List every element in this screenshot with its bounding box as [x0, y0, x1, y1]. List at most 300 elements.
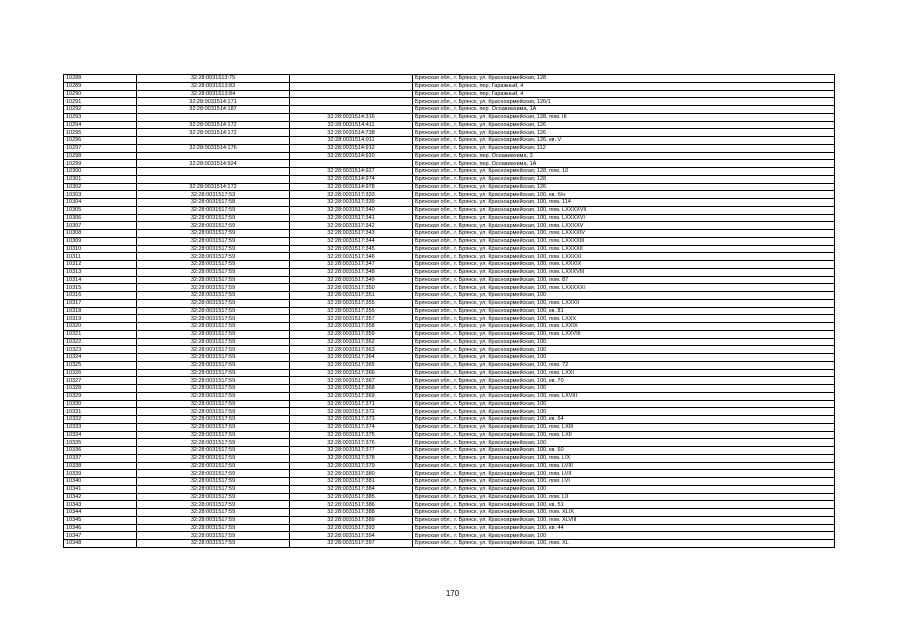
cadastral-number-cell: 32:28:0031514:172: [137, 183, 290, 191]
row-number-cell: 10321: [64, 330, 137, 338]
object-cadastral-number-cell: 32:28:0031517:373: [290, 416, 413, 424]
address-cell: Брянская обл., г. Брянск, ул. Красноармейская, 100, кв. 70: [413, 377, 835, 385]
address-cell: Брянская обл., г. Брянск, ул. Красноармейская, 100, пом. LXXIX: [413, 323, 835, 331]
table-row: [64, 330, 835, 338]
row-number-cell: 10326: [64, 369, 137, 377]
address-cell: Брянская обл., г. Брянск, ул. Красноармейская, 100, пом. LXII: [413, 431, 835, 439]
row-number-cell: 10337: [64, 454, 137, 462]
address-cell: Брянская обл., г. Брянск, ул. Красноармейская, 100: [413, 400, 835, 408]
cadastral-number-cell: 32:28:0031517:59: [137, 261, 290, 269]
address-cell: Брянская обл., г. Брянск, ул. Красноармейская, 100, пом. LXXXXXI: [413, 284, 835, 292]
cadastral-number-cell: 32:28:0031517:59: [137, 284, 290, 292]
row-number-cell: 10305: [64, 206, 137, 214]
address-cell: Брянская обл., г. Брянск, ул. Красноармейская, 126, кв. V: [413, 137, 835, 145]
cadastral-number-cell: 32:28:0031517:59: [137, 307, 290, 315]
cadastral-number-cell: 32:28:0031517:59: [137, 292, 290, 300]
cadastral-number-cell: 32:28:0031517:59: [137, 501, 290, 509]
object-cadastral-number-cell: 32:28:0031514:411: [290, 121, 413, 129]
cadastral-number-cell: 32:28:0031517:59: [137, 392, 290, 400]
object-cadastral-number-cell: 32:28:0031517:397: [290, 540, 413, 548]
cadastral-number-cell: 32:28:0031517:59: [137, 253, 290, 261]
address-cell: Брянская обл., г. Брянск, ул. Красноармейская, 128: [413, 75, 835, 83]
object-cadastral-number-cell: 32:28:0031517:386: [290, 501, 413, 509]
object-cadastral-number-cell: 32:28:0031517:375: [290, 431, 413, 439]
table-row: [64, 292, 835, 300]
table-row: [64, 214, 835, 222]
address-cell: Брянская обл., г. Брянск, пер. Осоавиахима, 1А: [413, 160, 835, 168]
cadastral-number-cell: 32:28:0031517:59: [137, 447, 290, 455]
table-row: [64, 509, 835, 517]
row-number-cell: 10323: [64, 346, 137, 354]
object-cadastral-number-cell: 32:28:0031517:351: [290, 292, 413, 300]
cadastral-number-cell: 32:28:0031513:84: [137, 90, 290, 98]
cadastral-number-cell: 32:28:0031517:59: [137, 385, 290, 393]
table-row: [64, 431, 835, 439]
address-cell: Брянская обл., г. Брянск, ул. Красноармейская, 100, кв. 44: [413, 524, 835, 532]
row-number-cell: 10306: [64, 214, 137, 222]
table-row: [64, 408, 835, 416]
object-cadastral-number-cell: 32:28:0031517:333: [290, 191, 413, 199]
table-row: [64, 168, 835, 176]
cadastral-number-cell: 32:28:0031517:59: [137, 478, 290, 486]
object-cadastral-number-cell: 32:28:0031517:366: [290, 369, 413, 377]
cadastral-number-cell: 32:28:0031517:59: [137, 299, 290, 307]
object-cadastral-number-cell: 32:28:0031517:380: [290, 470, 413, 478]
address-cell: Брянская обл., г. Брянск, ул. Красноармейская, 100, кв. 64: [413, 416, 835, 424]
row-number-cell: 10341: [64, 485, 137, 493]
cadastral-number-cell: 32:28:0031517:59: [137, 439, 290, 447]
table-row: [64, 206, 835, 214]
cadastral-number-cell: 32:28:0031517:59: [137, 369, 290, 377]
registry-table: [63, 74, 835, 548]
object-cadastral-number-cell: 32:28:0031517:349: [290, 276, 413, 284]
object-cadastral-number-cell: 32:28:0031517:356: [290, 307, 413, 315]
table-row: [64, 129, 835, 137]
address-cell: Брянская обл., г. Брянск, ул. Красноармейская, 100: [413, 532, 835, 540]
address-cell: Брянская обл., г. Брянск, ул. Красноармейская, 128: [413, 175, 835, 183]
address-cell: Брянская обл., г. Брянск, ул. Красноармейская, 100, пом. XLVIII: [413, 516, 835, 524]
cadastral-number-cell: [137, 175, 290, 183]
object-cadastral-number-cell: 32:28:0031517:385: [290, 493, 413, 501]
object-cadastral-number-cell: 32:28:0031517:359: [290, 330, 413, 338]
object-cadastral-number-cell: 32:28:0031517:355: [290, 299, 413, 307]
table-row: [64, 175, 835, 183]
cadastral-number-cell: 32:28:0031517:59: [137, 509, 290, 517]
row-number-cell: 10299: [64, 160, 137, 168]
object-cadastral-number-cell: 32:28:0031517:394: [290, 532, 413, 540]
address-cell: Брянская обл., г. Брянск, ул. Красноармейская, 100, кв. 81: [413, 307, 835, 315]
address-cell: Брянская обл., г. Брянск, ул. Красноармейская, 100, пом. LXXXXII: [413, 245, 835, 253]
row-number-cell: 10292: [64, 106, 137, 114]
cadastral-number-cell: 32:28:0031517:59: [137, 408, 290, 416]
object-cadastral-number-cell: 32:28:0031517:372: [290, 408, 413, 416]
table-row: [64, 191, 835, 199]
cadastral-number-cell: 32:28:0031514:924: [137, 160, 290, 168]
cadastral-number-cell: 32:28:0031517:59: [137, 377, 290, 385]
row-number-cell: 10332: [64, 416, 137, 424]
cadastral-number-cell: 32:28:0031517:59: [137, 330, 290, 338]
row-number-cell: 10333: [64, 423, 137, 431]
object-cadastral-number-cell: [290, 82, 413, 90]
table-row: [64, 501, 835, 509]
row-number-cell: 10344: [64, 509, 137, 517]
table-row: [64, 478, 835, 486]
row-number-cell: 10343: [64, 501, 137, 509]
table-row: [64, 400, 835, 408]
address-cell: Брянская обл., г. Брянск, пер. Гаражный, 4: [413, 82, 835, 90]
object-cadastral-number-cell: 32:28:0031517:374: [290, 423, 413, 431]
table-row: [64, 82, 835, 90]
cadastral-number-cell: 32:28:0031517:59: [137, 276, 290, 284]
address-cell: Брянская обл., г. Брянск, ул. Красноармейская, 126: [413, 121, 835, 129]
cadastral-number-cell: 32:28:0031517:59: [137, 230, 290, 238]
table-row: [64, 485, 835, 493]
cadastral-number-cell: 32:28:0031517:59: [137, 346, 290, 354]
address-cell: Брянская обл., г. Брянск, ул. Красноармейская, 100, пом. LVII: [413, 470, 835, 478]
cadastral-number-cell: [137, 137, 290, 145]
table-row: [64, 144, 835, 152]
object-cadastral-number-cell: 32:28:0031517:365: [290, 361, 413, 369]
object-cadastral-number-cell: 32:28:0031517:357: [290, 315, 413, 323]
row-number-cell: 10339: [64, 470, 137, 478]
cadastral-number-cell: 32:28:0031517:59: [137, 315, 290, 323]
table-row: [64, 245, 835, 253]
row-number-cell: 10301: [64, 175, 137, 183]
object-cadastral-number-cell: 32:28:0031514:978: [290, 183, 413, 191]
row-number-cell: 10302: [64, 183, 137, 191]
address-cell: Брянская обл., г. Брянск, ул. Красноармейская, 100, кв. 60: [413, 447, 835, 455]
row-number-cell: 10304: [64, 199, 137, 207]
row-number-cell: 10314: [64, 276, 137, 284]
table-row: [64, 462, 835, 470]
address-cell: Брянская обл., г. Брянск, ул. Красноармейская, 100, пом. LII: [413, 493, 835, 501]
cadastral-number-cell: 32:28:0031517:59: [137, 423, 290, 431]
object-cadastral-number-cell: 32:28:0031517:389: [290, 516, 413, 524]
row-number-cell: 10336: [64, 447, 137, 455]
object-cadastral-number-cell: 32:28:0031514:927: [290, 168, 413, 176]
object-cadastral-number-cell: [290, 90, 413, 98]
object-cadastral-number-cell: 32:28:0031517:343: [290, 230, 413, 238]
cadastral-number-cell: [137, 113, 290, 121]
cadastral-number-cell: 32:28:0031513:83: [137, 82, 290, 90]
table-row: [64, 447, 835, 455]
row-number-cell: 10331: [64, 408, 137, 416]
row-number-cell: 10295: [64, 129, 137, 137]
address-cell: Брянская обл., г. Брянск, ул. Красноармейская, 126: [413, 129, 835, 137]
object-cadastral-number-cell: 32:28:0031517:363: [290, 346, 413, 354]
row-number-cell: 10288: [64, 75, 137, 83]
table-row: [64, 385, 835, 393]
table-row: [64, 230, 835, 238]
cadastral-number-cell: 32:28:0031517:59: [137, 454, 290, 462]
row-number-cell: 10290: [64, 90, 137, 98]
address-cell: Брянская обл., г. Брянск, ул. Красноармейская, 100, пом. LXXXXV: [413, 222, 835, 230]
cadastral-number-cell: 32:28:0031514:172: [137, 129, 290, 137]
address-cell: Брянская обл., г. Брянск, ул. Красноармейская, 100, пом. XLIX: [413, 509, 835, 517]
table-row: [64, 354, 835, 362]
object-cadastral-number-cell: 32:28:0031517:393: [290, 524, 413, 532]
object-cadastral-number-cell: 32:28:0031517:388: [290, 509, 413, 517]
table-row: [64, 299, 835, 307]
cadastral-number-cell: 32:28:0031517:59: [137, 338, 290, 346]
object-cadastral-number-cell: 32:28:0031514:974: [290, 175, 413, 183]
object-cadastral-number-cell: 32:28:0031517:345: [290, 245, 413, 253]
object-cadastral-number-cell: 32:28:0031517:346: [290, 253, 413, 261]
address-cell: Брянская обл., г. Брянск, ул. Красноармейская, 128, пом. 10: [413, 168, 835, 176]
address-cell: Брянская обл., г. Брянск, ул. Красноармейская, 100, пом. 87: [413, 276, 835, 284]
table-row: [64, 516, 835, 524]
cadastral-number-cell: 32:28:0031517:59: [137, 493, 290, 501]
row-number-cell: 10300: [64, 168, 137, 176]
cadastral-number-cell: [137, 168, 290, 176]
row-number-cell: 10348: [64, 540, 137, 548]
address-cell: Брянская обл., г. Брянск, ул. Красноармейская, 100: [413, 485, 835, 493]
cadastral-number-cell: 32:28:0031517:59: [137, 354, 290, 362]
cadastral-number-cell: 32:28:0031517:58: [137, 199, 290, 207]
table-row: [64, 199, 835, 207]
row-number-cell: 10307: [64, 222, 137, 230]
object-cadastral-number-cell: [290, 75, 413, 83]
table-row: [64, 121, 835, 129]
address-cell: Брянская обл., г. Брянск, ул. Красноармейская, 100, пом. LVIII: [413, 462, 835, 470]
object-cadastral-number-cell: 32:28:0031517:367: [290, 377, 413, 385]
row-number-cell: 10289: [64, 82, 137, 90]
row-number-cell: 10317: [64, 299, 137, 307]
object-cadastral-number-cell: 32:28:0031517:369: [290, 392, 413, 400]
row-number-cell: 10324: [64, 354, 137, 362]
row-number-cell: 10315: [64, 284, 137, 292]
cadastral-number-cell: 32:28:0031517:59: [137, 532, 290, 540]
row-number-cell: 10309: [64, 237, 137, 245]
cadastral-number-cell: 32:28:0031517:59: [137, 485, 290, 493]
table-row: [64, 253, 835, 261]
table-row: [64, 268, 835, 276]
object-cadastral-number-cell: 32:28:0031514:920: [290, 152, 413, 160]
table-row: [64, 416, 835, 424]
address-cell: Брянская обл., г. Брянск, ул. Красноармейская, 100: [413, 292, 835, 300]
row-number-cell: 10312: [64, 261, 137, 269]
address-cell: Брянская обл., г. Брянск, ул. Красноармейская, 112: [413, 144, 835, 152]
table-row: [64, 261, 835, 269]
table-row: [64, 346, 835, 354]
row-number-cell: 10346: [64, 524, 137, 532]
address-cell: Брянская обл., г. Брянск, ул. Красноармейская, 100, пом. LXXXXI: [413, 253, 835, 261]
address-cell: Брянская обл., г. Брянск, ул. Красноармейская, 100, пом. LVI: [413, 478, 835, 486]
cadastral-number-cell: [137, 152, 290, 160]
address-cell: Брянская обл., г. Брянск, пер. Осоавиахима, 1А: [413, 106, 835, 114]
row-number-cell: 10325: [64, 361, 137, 369]
address-cell: Брянская обл., г. Брянск, пер. Гаражный, 4: [413, 90, 835, 98]
table-row: [64, 160, 835, 168]
row-number-cell: 10335: [64, 439, 137, 447]
cadastral-number-cell: 32:28:0031514:176: [137, 144, 290, 152]
cadastral-number-cell: 32:28:0031517:59: [137, 268, 290, 276]
row-number-cell: 10297: [64, 144, 137, 152]
row-number-cell: 10334: [64, 431, 137, 439]
table-row: [64, 106, 835, 114]
table-body: [64, 75, 835, 548]
address-cell: Брянская обл., г. Брянск, пер. Осоавиахима, 3: [413, 152, 835, 160]
row-number-cell: 10316: [64, 292, 137, 300]
object-cadastral-number-cell: 32:28:0031514:911: [290, 137, 413, 145]
cadastral-number-cell: 32:28:0031517:59: [137, 245, 290, 253]
address-cell: Брянская обл., г. Брянск, ул. Красноармейская, 100: [413, 385, 835, 393]
row-number-cell: 10298: [64, 152, 137, 160]
object-cadastral-number-cell: [290, 98, 413, 106]
object-cadastral-number-cell: 32:28:0031517:341: [290, 214, 413, 222]
table-row: [64, 493, 835, 501]
address-cell: Брянская обл., г. Брянск, ул. Красноармейская, 100: [413, 346, 835, 354]
address-cell: Брянская обл., г. Брянск, ул. Красноармейская, 100, пом. 114: [413, 199, 835, 207]
object-cadastral-number-cell: 32:28:0031517:347: [290, 261, 413, 269]
table-row: [64, 540, 835, 548]
address-cell: Брянская обл., г. Брянск, ул. Красноармейская, 100, пом. XL: [413, 540, 835, 548]
address-cell: Брянская обл., г. Брянск, ул. Красноармейская, 100, пом. LXXXIX: [413, 261, 835, 269]
cadastral-number-cell: 32:28:0031517:59: [137, 222, 290, 230]
row-number-cell: 10313: [64, 268, 137, 276]
cadastral-number-cell: 32:28:0031517:59: [137, 431, 290, 439]
object-cadastral-number-cell: 32:28:0031517:348: [290, 268, 413, 276]
row-number-cell: 10311: [64, 253, 137, 261]
object-cadastral-number-cell: 32:28:0031517:377: [290, 447, 413, 455]
row-number-cell: 10345: [64, 516, 137, 524]
object-cadastral-number-cell: 32:28:0031517:378: [290, 454, 413, 462]
table-row: [64, 307, 835, 315]
object-cadastral-number-cell: 32:28:0031517:344: [290, 237, 413, 245]
cadastral-number-cell: 32:28:0031514:171: [137, 98, 290, 106]
cadastral-number-cell: 32:28:0031517:59: [137, 516, 290, 524]
cadastral-number-cell: 32:28:0031514:187: [137, 106, 290, 114]
cadastral-number-cell: 32:28:0031517:59: [137, 540, 290, 548]
address-cell: Брянская обл., г. Брянск, ул. Красноармейская, 100, пом. LXXXXIV: [413, 230, 835, 238]
address-cell: Брянская обл., г. Брянск, ул. Красноармейская, 100, кв. б/н: [413, 191, 835, 199]
table-row: [64, 377, 835, 385]
object-cadastral-number-cell: 32:28:0031517:339: [290, 199, 413, 207]
row-number-cell: 10342: [64, 493, 137, 501]
table-row: [64, 183, 835, 191]
address-cell: Брянская обл., г. Брянск, ул. Красноармейская, 100, пом. LXXVIII: [413, 330, 835, 338]
row-number-cell: 10308: [64, 230, 137, 238]
cadastral-number-cell: 32:28:0031517:59: [137, 214, 290, 222]
object-cadastral-number-cell: [290, 106, 413, 114]
object-cadastral-number-cell: 32:28:0031517:376: [290, 439, 413, 447]
object-cadastral-number-cell: 32:28:0031517:379: [290, 462, 413, 470]
table-row: [64, 276, 835, 284]
address-cell: Брянская обл., г. Брянск, ул. Красноармейская, 100, пом. LIX: [413, 454, 835, 462]
cadastral-number-cell: 32:28:0031517:59: [137, 400, 290, 408]
object-cadastral-number-cell: 32:28:0031517:384: [290, 485, 413, 493]
row-number-cell: 10338: [64, 462, 137, 470]
table-row: [64, 90, 835, 98]
table-row: [64, 323, 835, 331]
object-cadastral-number-cell: 32:28:0031517:362: [290, 338, 413, 346]
table-row: [64, 315, 835, 323]
address-cell: Брянская обл., г. Брянск, ул. Красноармейская, 100, пом. LXXX: [413, 315, 835, 323]
row-number-cell: 10329: [64, 392, 137, 400]
cadastral-number-cell: 32:28:0031517:59: [137, 206, 290, 214]
table-row: [64, 423, 835, 431]
address-cell: Брянская обл., г. Брянск, ул. Красноармейская, 100: [413, 408, 835, 416]
table-row: [64, 98, 835, 106]
cadastral-number-cell: 32:28:0031517:53: [137, 191, 290, 199]
row-number-cell: 10328: [64, 385, 137, 393]
row-number-cell: 10291: [64, 98, 137, 106]
address-cell: Брянская обл., г. Брянск, ул. Красноармейская, 100, пом. LXIII: [413, 423, 835, 431]
object-cadastral-number-cell: 32:28:0031514:738: [290, 129, 413, 137]
address-cell: Брянская обл., г. Брянск, ул. Красноармейская, 100, пом. LXXXXIII: [413, 237, 835, 245]
address-cell: Брянская обл., г. Брянск, ул. Красноармейская, 100, пом. LXXXXVII: [413, 206, 835, 214]
row-number-cell: 10294: [64, 121, 137, 129]
object-cadastral-number-cell: 32:28:0031517:368: [290, 385, 413, 393]
object-cadastral-number-cell: [290, 160, 413, 168]
table-row: [64, 392, 835, 400]
table-row: [64, 470, 835, 478]
row-number-cell: 10320: [64, 323, 137, 331]
row-number-cell: 10319: [64, 315, 137, 323]
address-cell: Брянская обл., г. Брянск, ул. Красноармейская, 100: [413, 354, 835, 362]
row-number-cell: 10303: [64, 191, 137, 199]
row-number-cell: 10310: [64, 245, 137, 253]
cadastral-number-cell: 32:28:0031514:172: [137, 121, 290, 129]
address-cell: Брянская обл., г. Брянск, ул. Красноармейская, 100: [413, 338, 835, 346]
object-cadastral-number-cell: 32:28:0031517:340: [290, 206, 413, 214]
row-number-cell: 10340: [64, 478, 137, 486]
cadastral-number-cell: 32:28:0031517:59: [137, 323, 290, 331]
object-cadastral-number-cell: 32:28:0031514:912: [290, 144, 413, 152]
address-cell: Брянская обл., г. Брянск, ул. Красноармейская, 100, пом. 72: [413, 361, 835, 369]
table-row: [64, 222, 835, 230]
address-cell: Брянская обл., г. Брянск, ул. Красноармейская, 126: [413, 183, 835, 191]
row-number-cell: 10296: [64, 137, 137, 145]
row-number-cell: 10347: [64, 532, 137, 540]
object-cadastral-number-cell: 32:28:0031517:364: [290, 354, 413, 362]
row-number-cell: 10322: [64, 338, 137, 346]
address-cell: Брянская обл., г. Брянск, ул. Красноармейская, 100, пом. LXXXVIII: [413, 268, 835, 276]
table-row: [64, 532, 835, 540]
object-cadastral-number-cell: 32:28:0031514:316: [290, 113, 413, 121]
table-row: [64, 152, 835, 160]
object-cadastral-number-cell: 32:28:0031517:381: [290, 478, 413, 486]
address-cell: Брянская обл., г. Брянск, ул. Красноармейская, 100, пом. LXVIII: [413, 392, 835, 400]
address-cell: Брянская обл., г. Брянск, ул. Красноармейская, 100, пом. LXXI: [413, 369, 835, 377]
cadastral-number-cell: 32:28:0031513:75: [137, 75, 290, 83]
address-cell: Брянская обл., г. Брянск, ул. Красноармейская, 128, пом. III: [413, 113, 835, 121]
table-row: [64, 369, 835, 377]
cadastral-number-cell: 32:28:0031517:59: [137, 361, 290, 369]
object-cadastral-number-cell: 32:28:0031517:371: [290, 400, 413, 408]
table-row: [64, 439, 835, 447]
object-cadastral-number-cell: 32:28:0031517:350: [290, 284, 413, 292]
table-row: [64, 524, 835, 532]
cadastral-number-cell: 32:28:0031517:59: [137, 524, 290, 532]
row-number-cell: 10293: [64, 113, 137, 121]
cadastral-number-cell: 32:28:0031517:59: [137, 237, 290, 245]
table-row: [64, 284, 835, 292]
cadastral-number-cell: 32:28:0031517:59: [137, 470, 290, 478]
address-cell: Брянская обл., г. Брянск, ул. Красноармейская, 100, пом. LXXXII: [413, 299, 835, 307]
address-cell: Брянская обл., г. Брянск, ул. Красноармейская, 126/1: [413, 98, 835, 106]
object-cadastral-number-cell: 32:28:0031517:342: [290, 222, 413, 230]
object-cadastral-number-cell: 32:28:0031517:358: [290, 323, 413, 331]
row-number-cell: 10330: [64, 400, 137, 408]
table-row: [64, 113, 835, 121]
cadastral-number-cell: 32:28:0031517:59: [137, 416, 290, 424]
address-cell: Брянская обл., г. Брянск, ул. Красноармейская, 100, пом. LXXXXVI: [413, 214, 835, 222]
address-cell: Брянская обл., г. Брянск, ул. Красноармейская, 100, кв. 51: [413, 501, 835, 509]
row-number-cell: 10318: [64, 307, 137, 315]
table-row: [64, 338, 835, 346]
page-number: 170: [445, 589, 460, 598]
